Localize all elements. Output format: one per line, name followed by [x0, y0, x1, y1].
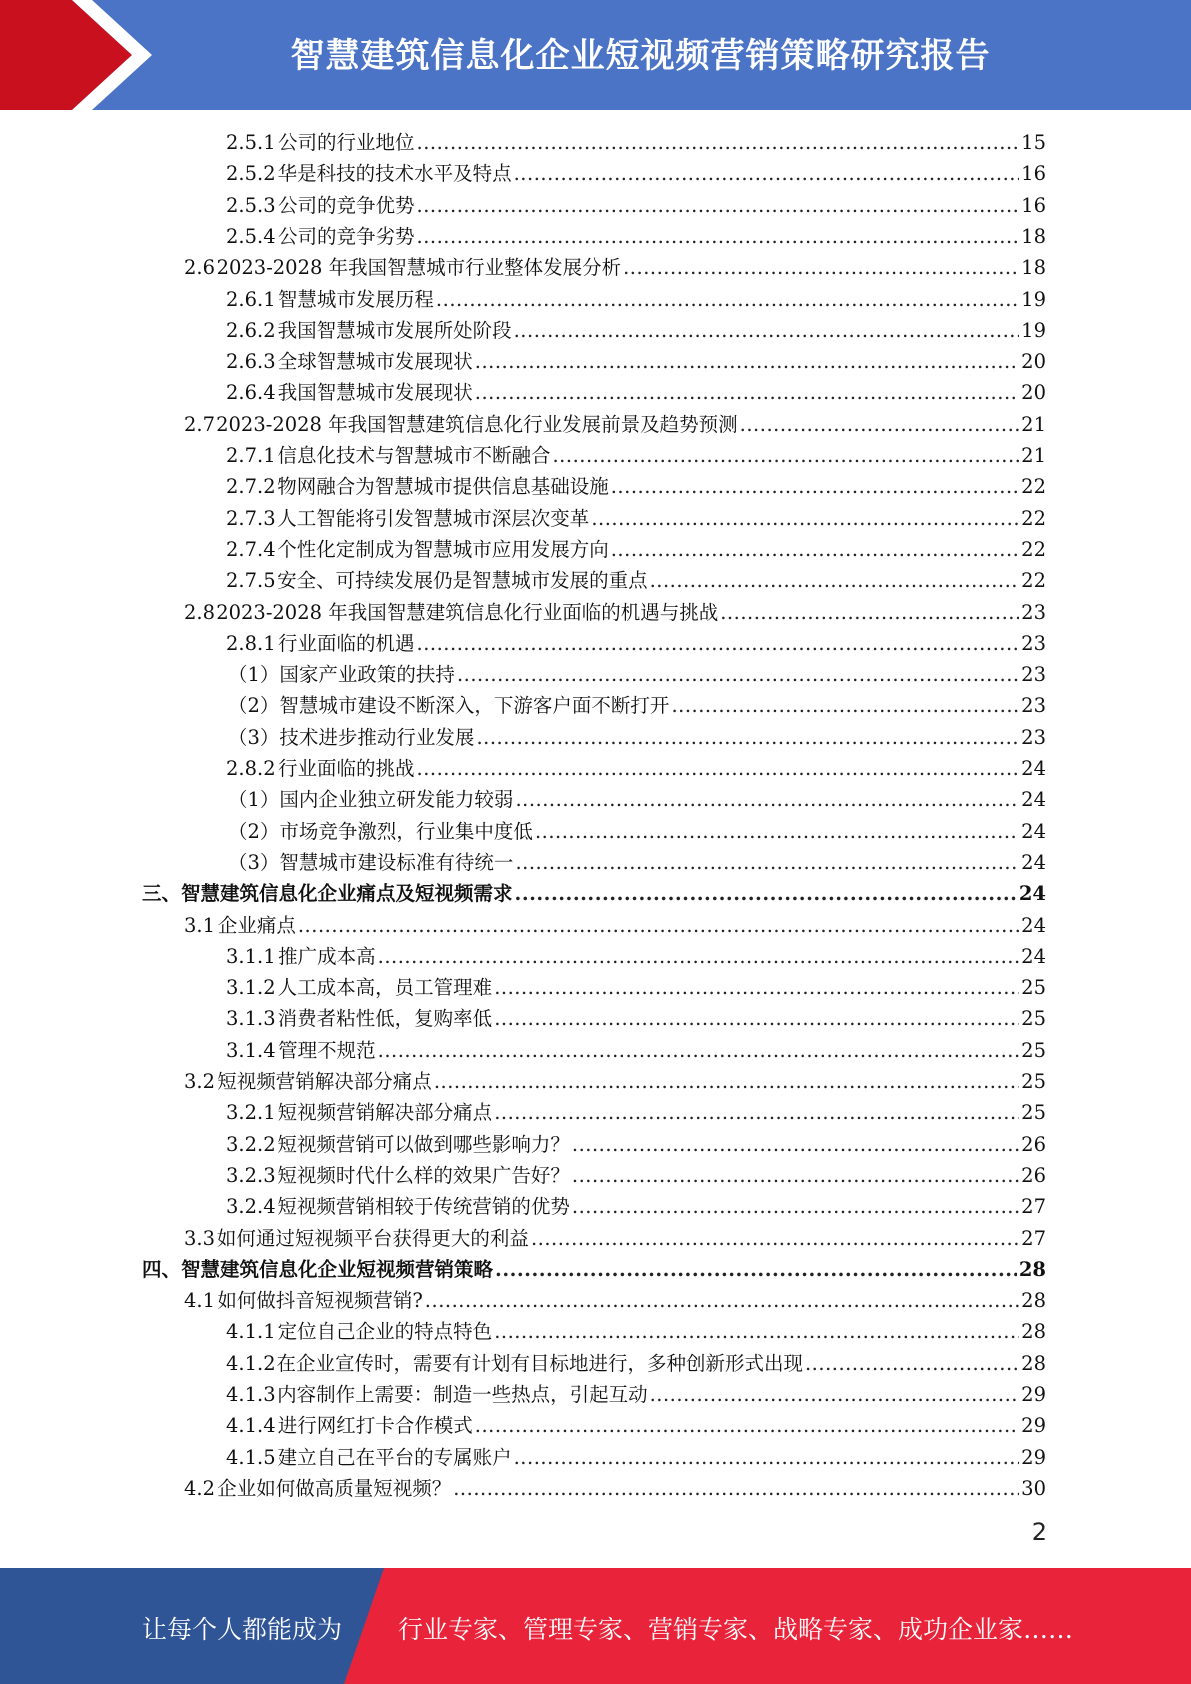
toc-entry-page: 28	[1021, 1351, 1046, 1375]
toc-entry-title: 2023-2028 年我国智慧建筑信息化行业面临的机遇与挑战	[216, 600, 719, 624]
toc-entry-title: 短视频时代什么样的效果广告好？	[277, 1163, 570, 1187]
toc-entry-title: 人工成本高，员工管理难	[277, 976, 493, 1000]
toc-entry-title: 建立自己在平台的专属账户	[277, 1445, 512, 1469]
toc-entry[interactable]	[184, 1473, 1046, 1504]
toc-entry-number: （2）	[228, 694, 280, 718]
toc-entry-title: 短视频营销相较于传统营销的优势	[277, 1195, 570, 1219]
toc-entry-page: 20	[1021, 350, 1046, 374]
page-header	[0, 0, 1191, 110]
toc-entry[interactable]	[226, 315, 1046, 346]
toc-entry-number: 4.1.2	[226, 1351, 276, 1375]
toc-entry-page: 24	[1021, 757, 1046, 780]
toc-leader-dots	[514, 158, 1020, 189]
toc-entry-title: 全球智慧城市发展现状	[277, 350, 473, 374]
toc-leader-dots	[475, 377, 1019, 408]
toc-entry-page: 30	[1021, 1476, 1046, 1500]
toc-entry[interactable]	[226, 1097, 1046, 1128]
toc-entry-number: 2.8.2	[226, 757, 276, 780]
toc-entry-number: 3.1.4	[226, 1038, 276, 1062]
toc-entry-number: 2.7	[184, 412, 216, 436]
footer-slogan-left: 让每个人都能成为	[142, 1615, 343, 1644]
toc-entry-number: 3.1.3	[226, 1007, 276, 1031]
toc-entry[interactable]	[228, 722, 1046, 753]
toc-entry-page: 23	[1021, 663, 1046, 687]
toc-entry-page: 26	[1021, 1132, 1046, 1156]
toc-entry-title: 短视频营销可以做到哪些影响力？	[277, 1132, 570, 1156]
toc-entry-title: 定位自己企业的特点特色	[277, 1320, 493, 1344]
toc-entry-page: 28	[1021, 1320, 1046, 1344]
report-title: 智慧建筑信息化企业短视频营销策略研究报告	[290, 36, 991, 76]
toc-leader-dots	[417, 190, 1020, 221]
toc-entry-title: 我国智慧城市发展现状	[277, 381, 473, 405]
toc-entry-number: 2.6.1	[226, 287, 276, 311]
toc-entry-number: 2.7.5	[226, 569, 276, 593]
toc-entry-title: 智慧城市发展历程	[277, 287, 434, 311]
toc-entry[interactable]	[226, 1348, 1046, 1379]
toc-entry-page: 23	[1021, 631, 1046, 655]
toc-entry[interactable]	[228, 784, 1046, 815]
toc-leader-dots	[650, 1379, 1020, 1410]
toc-entry-title: 个性化定制成为智慧城市应用发展方向	[277, 537, 609, 561]
toc-entry[interactable]	[226, 221, 1046, 252]
toc-entry-number: 3.2.3	[226, 1163, 276, 1187]
toc-entry-number: 3.2.1	[226, 1101, 276, 1125]
toc-entry-page: 28	[1021, 1289, 1046, 1313]
toc-leader-dots	[417, 753, 1020, 784]
toc-entry-page: 25	[1021, 1101, 1046, 1125]
toc-entry-title: 内容制作上需要：制造一些热点，引起互动	[277, 1383, 648, 1406]
toc-entry[interactable]	[226, 1442, 1046, 1473]
toc-leader-dots	[515, 878, 1017, 909]
toc-entry-title: 智慧城市建设标准有待统一	[279, 850, 514, 874]
toc-leader-dots	[515, 784, 1019, 815]
toc-entry-number: 2.5.3	[226, 193, 276, 217]
toc-entry[interactable]	[228, 816, 1046, 847]
toc-entry-number: 3.1	[184, 913, 216, 937]
toc-entry-page: 18	[1021, 224, 1046, 248]
toc-entry[interactable]	[226, 284, 1046, 315]
toc-entry[interactable]	[184, 1285, 1046, 1316]
toc-entry-number: 四、	[142, 1257, 182, 1281]
toc-leader-dots	[494, 1097, 1019, 1128]
toc-entry-number: 3.1.2	[226, 976, 276, 1000]
toc-entry[interactable]	[226, 1003, 1046, 1034]
toc-entry[interactable]	[226, 1160, 1046, 1191]
toc-entry-page: 24	[1021, 850, 1046, 874]
toc-leader-dots	[572, 1129, 1019, 1160]
toc-entry-title: 人工智能将引发智慧城市深层次变革	[277, 506, 590, 530]
toc-leader-dots	[475, 346, 1019, 377]
toc-entry-title: 国家产业政策的扶持	[279, 663, 455, 687]
toc-leader-dots	[425, 1285, 1019, 1316]
toc-entry-number: 2.5.4	[226, 224, 276, 248]
toc-entry-page: 24	[1021, 913, 1046, 937]
toc-entry[interactable]	[142, 1254, 1046, 1285]
toc-entry-title: 2023-2028 年我国智慧城市行业整体发展分析	[216, 256, 622, 280]
toc-entry-title: 技术进步推动行业发展	[279, 725, 475, 749]
toc-entry-number: 2.7.3	[226, 506, 276, 530]
toc-entry-page: 24	[1021, 819, 1046, 843]
toc-leader-dots	[494, 1003, 1019, 1034]
toc-entry-title: 行业面临的机遇	[277, 631, 415, 655]
toc-entry-title: 物网融合为智慧城市提供信息基础设施	[277, 475, 609, 499]
toc-entry-title: 推广成本高	[278, 944, 376, 968]
toc-entry-title: 管理不规范	[278, 1038, 376, 1062]
toc-entry-number: 2.6.4	[226, 381, 276, 405]
toc-leader-dots	[805, 1348, 1019, 1379]
toc-leader-dots	[720, 597, 1019, 628]
toc-entry-title: 短视频营销解决部分痛点	[277, 1101, 493, 1125]
toc-entry-page: 22	[1021, 506, 1046, 530]
toc-leader-dots	[417, 221, 1020, 252]
toc-leader-dots	[453, 1473, 1019, 1504]
toc-entry-page: 18	[1021, 256, 1046, 280]
toc-entry-page: 25	[1021, 1070, 1046, 1093]
toc-entry-title: 市场竞争激烈，行业集中度低	[279, 819, 533, 843]
toc-entry-page: 23	[1021, 725, 1046, 749]
toc-entry-title: 短视频营销解决部分痛点	[217, 1070, 432, 1093]
toc-leader-dots	[494, 1316, 1019, 1347]
toc-entry-number: 4.1	[184, 1289, 216, 1313]
toc-entry[interactable]	[142, 878, 1046, 909]
toc-entry-title: 在企业宣传时，需要有计划有目标地进行，多种创新形式出现	[276, 1351, 803, 1375]
toc-entry-number: 2.5.2	[226, 162, 276, 186]
toc-leader-dots	[514, 315, 1020, 346]
toc-entry-title: 公司的行业地位	[277, 131, 415, 154]
toc-entry-page: 19	[1021, 318, 1046, 342]
toc-entry-title: 公司的竞争优势	[277, 193, 415, 217]
toc-entry-title: 如何做抖音短视频营销?	[217, 1289, 423, 1313]
toc-entry-page: 22	[1021, 537, 1046, 561]
toc-entry[interactable]	[226, 753, 1046, 784]
toc-leader-dots	[514, 1442, 1020, 1473]
toc-entry-number: 2.6.2	[226, 318, 276, 342]
toc-entry-number: 3.1.1	[226, 944, 276, 968]
toc-entry-number: （1）	[228, 788, 280, 812]
toc-entry[interactable]	[184, 1223, 1046, 1254]
footer-slogan-right: 行业专家、管理专家、营销专家、战略专家、成功企业家……	[398, 1615, 1074, 1644]
toc-entry[interactable]	[226, 503, 1046, 534]
toc-entry[interactable]	[228, 659, 1046, 690]
toc-entry-page: 29	[1021, 1445, 1046, 1469]
toc-leader-dots	[535, 816, 1019, 847]
toc-leader-dots	[417, 628, 1020, 659]
toc-entry-title: 行业面临的挑战	[277, 757, 415, 780]
toc-entry[interactable]	[226, 1410, 1046, 1441]
toc-entry-number: 2.6	[184, 256, 216, 280]
toc-leader-dots	[552, 440, 1019, 471]
toc-entry-number: 2.6.3	[226, 350, 276, 374]
toc-entry-page: 26	[1021, 1163, 1046, 1187]
toc-entry-title: 华是科技的技术水平及特点	[277, 162, 512, 186]
toc-entry-page: 22	[1021, 475, 1046, 499]
toc-entry-number: 2.8	[184, 600, 216, 624]
toc-entry-page: 21	[1021, 412, 1046, 436]
toc-entry-title: 2023-2028 年我国智慧建筑信息化行业发展前景及趋势预测	[216, 412, 738, 436]
toc-leader-dots	[671, 690, 1019, 721]
toc-entry-number: 4.1.1	[226, 1320, 276, 1344]
toc-leader-dots	[457, 659, 1019, 690]
toc-entry-page: 15	[1021, 131, 1046, 154]
toc-entry-page: 25	[1021, 1038, 1046, 1062]
toc-entry-number: 2.7.2	[226, 475, 276, 499]
toc-leader-dots	[572, 1191, 1019, 1222]
toc-leader-dots	[378, 941, 1020, 972]
toc-entry-number: 3.3	[184, 1226, 216, 1250]
toc-leader-dots	[611, 471, 1019, 502]
toc-entry[interactable]	[226, 440, 1046, 471]
toc-entry[interactable]	[226, 158, 1046, 189]
toc-entry-title: 如何通过短视频平台获得更大的利益	[216, 1226, 529, 1250]
toc-entry-number: 4.1.5	[226, 1445, 276, 1469]
toc-entry[interactable]	[228, 690, 1046, 721]
toc-leader-dots	[298, 910, 1019, 941]
toc-entry-title: 我国智慧城市发展所处阶段	[277, 318, 512, 342]
toc-entry[interactable]	[184, 1066, 1046, 1097]
toc-entry-page: 23	[1021, 694, 1046, 718]
toc-entry[interactable]	[226, 1035, 1046, 1066]
toc-entry-page: 24	[1018, 882, 1046, 906]
toc-entry[interactable]	[184, 597, 1046, 628]
toc-entry-page: 23	[1021, 600, 1046, 624]
toc-entry-number: 4.1.4	[226, 1414, 276, 1438]
toc-entry[interactable]	[226, 377, 1046, 408]
toc-entry-number: 4.2	[184, 1476, 216, 1500]
page-number: 2	[1031, 1518, 1047, 1546]
toc-entry-page: 29	[1021, 1414, 1046, 1438]
toc-entry-title: 智慧建筑信息化企业痛点及短视频需求	[181, 882, 513, 906]
toc-entry-page: 25	[1021, 976, 1046, 1000]
toc-entry-page: 27	[1021, 1226, 1046, 1250]
toc-leader-dots	[494, 972, 1019, 1003]
toc-entry-page: 27	[1021, 1195, 1046, 1219]
toc-leader-dots	[495, 1254, 1017, 1285]
toc-entry-number: 3.2.2	[226, 1132, 276, 1156]
toc-entry-title: 公司的竞争劣势	[277, 224, 415, 248]
toc-entry-title: 消费者粘性低，复购率低	[277, 1007, 493, 1031]
toc-entry-page: 24	[1021, 944, 1046, 968]
toc-entry[interactable]	[228, 847, 1046, 878]
toc-leader-dots	[417, 127, 1020, 158]
toc-leader-dots	[378, 1035, 1020, 1066]
toc-entry-title: 智慧城市建设不断深入，下游客户面不断打开	[279, 694, 670, 718]
toc-entry-number: （3）	[228, 725, 280, 749]
toc-entry-number: 三、	[142, 882, 182, 906]
toc-leader-dots	[434, 1066, 1019, 1097]
toc-entry-title: 进行网红打卡合作模式	[277, 1414, 473, 1438]
toc-entry[interactable]	[226, 1129, 1046, 1160]
toc-leader-dots	[611, 534, 1019, 565]
toc-entry-page: 16	[1021, 162, 1046, 186]
toc-entry-number: 3.2	[184, 1070, 216, 1093]
toc-entry-page: 25	[1021, 1007, 1046, 1031]
toc-entry-number: 3.2.4	[226, 1195, 276, 1219]
toc-entry[interactable]	[184, 910, 1046, 941]
toc-entry[interactable]	[226, 346, 1046, 377]
toc-entry-number: 2.7.1	[226, 444, 276, 467]
toc-entry[interactable]	[226, 534, 1046, 565]
toc-entry[interactable]	[226, 190, 1046, 221]
toc-entry-title: 信息化技术与智慧城市不断融合	[277, 444, 551, 467]
toc-entry[interactable]	[184, 409, 1046, 440]
page-footer	[0, 1568, 1191, 1684]
toc-entry[interactable]	[226, 565, 1046, 596]
toc-leader-dots	[623, 252, 1019, 283]
toc-entry[interactable]	[226, 1316, 1046, 1347]
toc-entry-title: 智慧建筑信息化企业短视频营销策略	[181, 1257, 494, 1281]
toc-entry[interactable]	[226, 628, 1046, 659]
toc-entry-page: 16	[1021, 193, 1046, 217]
toc-entry-title: 安全、可持续发展仍是智慧城市发展的重点	[277, 569, 648, 593]
toc-entry[interactable]	[226, 471, 1046, 502]
toc-entry[interactable]	[226, 1191, 1046, 1222]
toc-entry-page: 24	[1021, 788, 1046, 812]
toc-entry-title: 企业痛点	[217, 913, 296, 937]
toc-entry-number: 2.8.1	[226, 631, 276, 655]
toc-entry-page: 22	[1021, 569, 1046, 593]
toc-leader-dots	[475, 1410, 1019, 1441]
toc-entry-number: 2.7.4	[226, 537, 276, 561]
toc-entry-page: 29	[1021, 1383, 1046, 1406]
toc-entry[interactable]	[226, 972, 1046, 1003]
toc-entry-title: 企业如何做高质量短视频？	[217, 1476, 452, 1500]
toc-leader-dots	[476, 722, 1019, 753]
toc-leader-dots	[650, 565, 1020, 596]
toc-entry-number: （2）	[228, 819, 280, 843]
toc-entry-page: 20	[1021, 381, 1046, 405]
toc-entry[interactable]	[226, 1379, 1046, 1410]
toc-leader-dots	[515, 847, 1019, 878]
toc-entry-number: （1）	[228, 663, 280, 687]
toc-entry[interactable]	[226, 127, 1046, 158]
toc-entry-page: 21	[1021, 444, 1046, 467]
toc-entry[interactable]	[184, 252, 1046, 283]
toc-leader-dots	[531, 1223, 1019, 1254]
toc-leader-dots	[740, 409, 1020, 440]
toc-entry[interactable]	[226, 941, 1046, 972]
toc-entry-number: 2.5.1	[226, 131, 276, 154]
toc-entry-number: （3）	[228, 850, 280, 874]
toc-entry-page: 19	[1021, 287, 1046, 311]
toc-leader-dots	[436, 284, 1019, 315]
toc-entry-title: 国内企业独立研发能力较弱	[279, 788, 514, 812]
toc-leader-dots	[572, 1160, 1019, 1191]
toc-entry-page: 28	[1018, 1257, 1046, 1281]
toc-entry-number: 4.1.3	[226, 1383, 276, 1406]
toc-leader-dots	[591, 503, 1019, 534]
